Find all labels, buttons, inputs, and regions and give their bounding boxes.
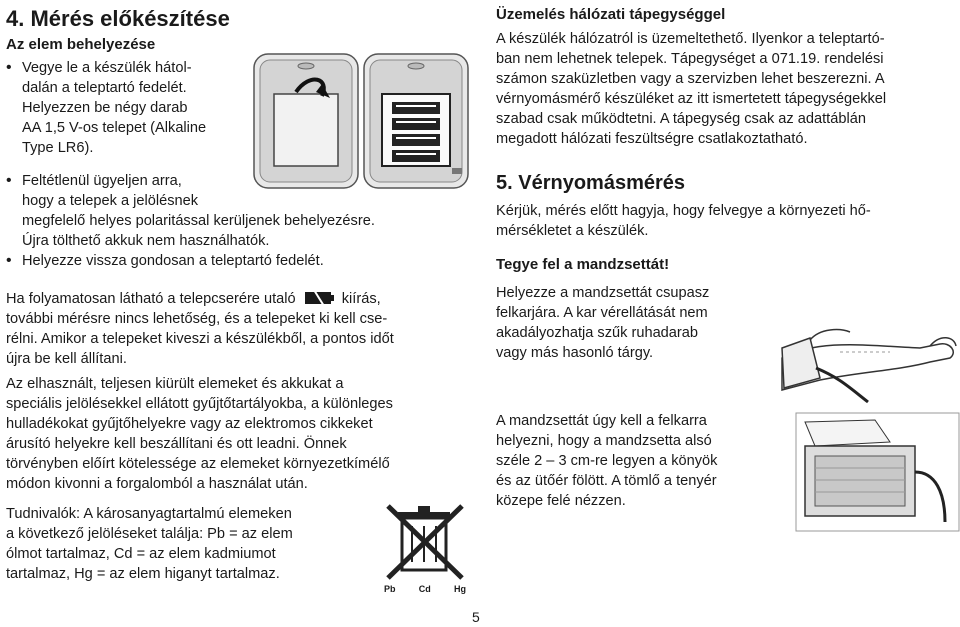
crossed-bin-icon bbox=[380, 500, 470, 600]
text-line: Az elhasznált, teljesen kiürült elemeket és akkukat a bbox=[6, 376, 344, 392]
insert-batteries-text bbox=[6, 98, 246, 158]
text-line: felkarjára. A kar vérellátását nem bbox=[496, 305, 708, 321]
page-number: 5 bbox=[472, 609, 480, 625]
text-line: hulladékokat gyűjtőhelyekre vagy az elektromos cikkeket bbox=[6, 416, 373, 432]
text-line: Tudnivalók: A károsanyagtartalmú elemeken bbox=[6, 506, 292, 522]
cuff-position-illustration bbox=[795, 412, 960, 532]
text-line: megadott hálózati feszültségre csatlakoztatható. bbox=[496, 131, 808, 147]
text-line: és az ütőér fölött. A tömlő a tenyér bbox=[496, 473, 717, 489]
text-line: újra be kell állítani. bbox=[6, 351, 127, 367]
text-line: A készülék hálózatról is üzemeltethető. Ilyenkor a teleptartó- bbox=[496, 31, 885, 47]
bullet-remove-cover bbox=[6, 58, 246, 98]
text-line: helyezni, hogy a mandzsetta alsó bbox=[496, 433, 712, 449]
text-line: • Helyezze vissza gondosan a teleptartó fedelét. bbox=[22, 253, 324, 269]
text-line: Helyezze a mandzsettát csupasz bbox=[496, 285, 710, 301]
text-line: módon kivonni a forgalomból a használat után. bbox=[6, 476, 308, 492]
measurement-title: 5. Vérnyomásmérés bbox=[496, 172, 686, 194]
text-line: széle 2 – 3 cm-re legyen a könyök bbox=[496, 453, 718, 469]
text-line-with-icon bbox=[6, 289, 446, 309]
mains-heading: Üzemelés hálózati tápegységgel bbox=[496, 6, 726, 23]
text-line: Újra tölthető akkuk nem használhatók. bbox=[22, 233, 270, 249]
text-line: • Vegye le a készülék hátol- bbox=[22, 60, 192, 76]
text-fragment: kiírás, bbox=[341, 291, 381, 307]
battery-instructions bbox=[6, 58, 246, 158]
text-line: hogy a telepek a jelölésnek bbox=[22, 193, 199, 209]
text-line: Type LR6). bbox=[22, 140, 94, 156]
text-line: tartalmaz, Hg = az elem higanyt tartalmaz. bbox=[6, 566, 280, 582]
text-line: ólmot tartalmaz, Cd = az elem kadmiumot bbox=[6, 546, 276, 562]
text-line: szabad csak működtetni. A tápegység csak az adattáblán bbox=[496, 111, 866, 127]
device-back-cover-illustration bbox=[252, 52, 360, 190]
hazard-info-paragraph bbox=[6, 504, 366, 584]
battery-replace-paragraph bbox=[6, 289, 446, 369]
text-line: árusító helyekre kell beszállítani és ott leadni. Önnek bbox=[6, 436, 347, 452]
text-line: Kérjük, mérés előtt hagyja, hogy felvegye a környezeti hő- bbox=[496, 203, 871, 219]
measurement-paragraph bbox=[496, 201, 956, 241]
text-line: AA 1,5 V-os telepet (Alkaline bbox=[22, 120, 207, 136]
cadmium-label: Cd bbox=[418, 584, 431, 594]
text-line: Helyezzen be négy darab bbox=[22, 100, 188, 116]
cuff-paragraph-2 bbox=[496, 411, 796, 511]
mercury-label: Hg bbox=[453, 584, 466, 594]
text-line: további mérésre nincs lehetőség, és a telepeket ki kell cse- bbox=[6, 311, 388, 327]
battery-low-icon bbox=[304, 290, 334, 306]
text-line: mérsékletet a készülék. bbox=[496, 223, 649, 239]
text-line: közepe felé nézzen. bbox=[496, 493, 626, 509]
subsection-heading: Az elem behelyezése bbox=[6, 36, 156, 53]
text-line: dalán a teleptartó fedelét. bbox=[22, 80, 187, 96]
text-line: a következő jelöléseket találja: Pb = az elem bbox=[6, 526, 293, 542]
cuff-heading: Tegye fel a mandzsettát! bbox=[496, 256, 670, 273]
text-line: A mandzsettát úgy kell a felkarra bbox=[496, 413, 707, 429]
text-fragment: Ha folyamatosan látható a telepcserére utaló bbox=[6, 291, 296, 307]
text-line: • Feltétlenül ügyeljen arra, bbox=[22, 173, 182, 189]
text-line: ban nem lehetnek telepek. Tápegységet a 071.19. rendelési bbox=[496, 51, 884, 67]
text-line: rélni. Amikor a telepeket kiveszi a készülékből, a pontos időt bbox=[6, 331, 394, 347]
bullet-replace-cover bbox=[6, 251, 446, 271]
text-line: törvényben előírt kötelessége az elemeket környezetkímélő bbox=[6, 456, 390, 472]
section-title: 4. Mérés előkészítése bbox=[6, 6, 230, 31]
text-line: vérnyomásmérő készüléket az itt ismertetett tápegységekkel bbox=[496, 91, 887, 107]
arm-cuff-illustration bbox=[780, 318, 960, 408]
text-line: vagy más hasonló tárgy. bbox=[496, 345, 654, 361]
text-line: akadályozhatja szűk ruhadarab bbox=[496, 325, 699, 341]
device-battery-compartment-illustration bbox=[362, 52, 470, 190]
disposal-paragraph bbox=[6, 374, 466, 494]
text-line: speciális jelölésekkel ellátott gyűjtőtartályokba, a különleges bbox=[6, 396, 393, 412]
text-line: megfelelő helyes polaritással kerüljenek behelyezésre. bbox=[22, 213, 375, 229]
lead-label: Pb bbox=[384, 584, 396, 594]
mains-paragraph bbox=[496, 29, 956, 149]
cuff-paragraph-1 bbox=[496, 283, 776, 363]
text-line: számon szaküzletben vagy a szervizben lehet beszerezni. A bbox=[496, 71, 885, 87]
